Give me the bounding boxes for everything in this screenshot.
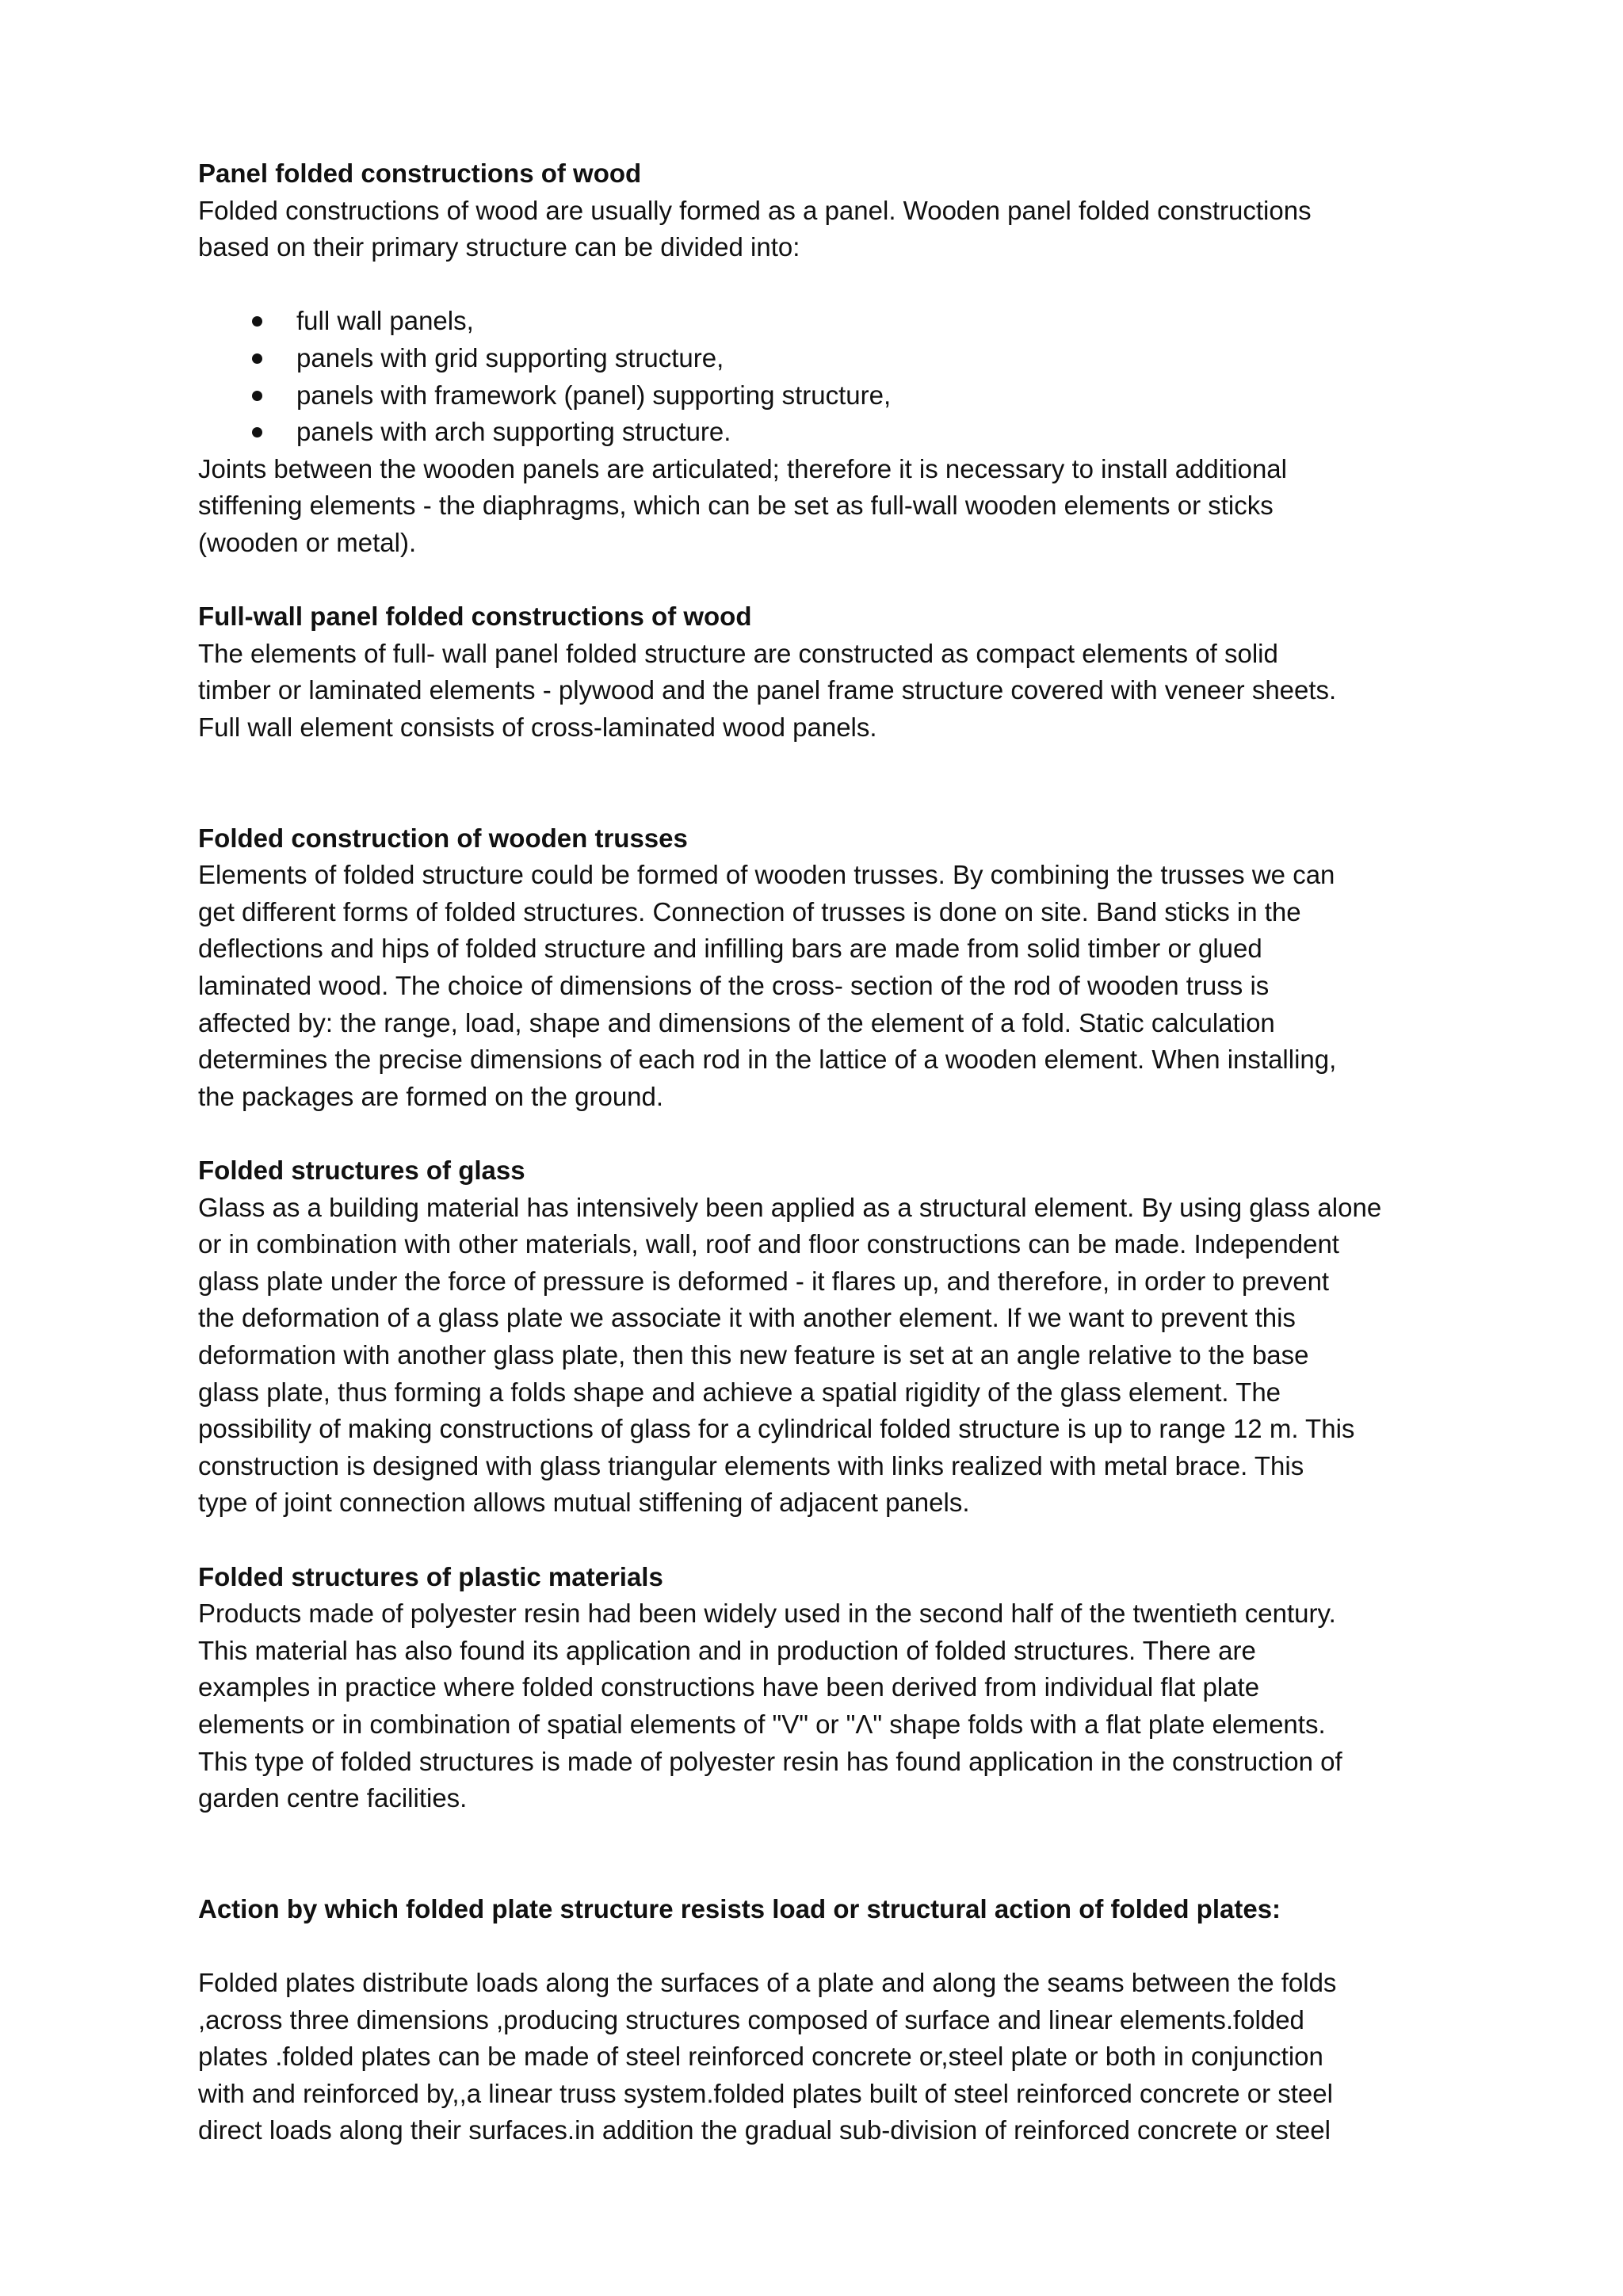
- paragraph-line: examples in practice where folded constructions have been derived from individual flat plate: [198, 1672, 1260, 1702]
- paragraph-line: deformation with another glass plate, then this new feature is set at an angle relative to the base: [198, 1340, 1309, 1370]
- paragraph-line: This material has also found its application and in production of folded structures. There are: [198, 1635, 1256, 1665]
- paragraph-line: type of joint connection allows mutual stiffening of adjacent panels.: [198, 1488, 970, 1518]
- paragraph-line: Folded plates distribute loads along the surfaces of a plate and along the seams between the folds: [198, 1968, 1337, 1998]
- paragraph-line: direct loads along their surfaces.in addition the gradual sub-division of reinforced concrete or steel: [198, 2115, 1331, 2145]
- section-heading-panel-folded-wood: Panel folded constructions of wood: [198, 159, 642, 188]
- paragraph-line: possibility of making constructions of glass for a cylindrical folded structure is up to range 12 m. This: [198, 1414, 1355, 1444]
- paragraph-line: determines the precise dimensions of each rod in the lattice of a wooden element. When installing,: [198, 1045, 1337, 1075]
- document-page: [198, 155, 1434, 2149]
- list-item: [198, 340, 1434, 377]
- paragraph-line: The elements of full- wall panel folded structure are constructed as compact elements of solid: [198, 638, 1278, 668]
- spacer: [198, 1817, 1434, 1891]
- spacer: [198, 747, 1434, 820]
- bullet-icon: [252, 316, 262, 327]
- section-heading-glass: Folded structures of glass: [198, 1156, 525, 1186]
- section-heading-plastic: Folded structures of plastic materials: [198, 1561, 663, 1591]
- bullet-icon: [252, 427, 262, 437]
- panel-types-list: [198, 303, 1434, 450]
- paragraph-line: the packages are formed on the ground.: [198, 1081, 664, 1111]
- paragraph-line: get different forms of folded structures. Connection of trusses is done on site. Band sticks in the: [198, 896, 1301, 926]
- paragraph-line: deflections and hips of folded structure and infilling bars are made from solid timber or glued: [198, 934, 1262, 964]
- paragraph-line: stiffening elements - the diaphragms, which can be set as full-wall wooden elements or sticks: [198, 491, 1274, 521]
- paragraph-line: Products made of polyester resin had been widely used in the second half of the twentieth century.: [198, 1599, 1336, 1629]
- section-heading-structural-action: Action by which folded plate structure resists load or structural action of folded plates:: [198, 1893, 1281, 1924]
- bullet-icon: [252, 391, 262, 401]
- paragraph-line: affected by: the range, load, shape and dimensions of the element of a fold. Static calculation: [198, 1007, 1275, 1037]
- paragraph-line: plates .folded plates can be made of steel reinforced concrete or,steel plate or both in conjunction: [198, 2042, 1323, 2072]
- paragraph-line: based on their primary structure can be divided into:: [198, 232, 800, 262]
- paragraph-line: Full wall element consists of cross-laminated wood panels.: [198, 712, 877, 742]
- spacer: [198, 1115, 1434, 1152]
- paragraph-line: the deformation of a glass plate we associate it with another element. If we want to prevent this: [198, 1303, 1296, 1333]
- paragraph-line: timber or laminated elements - plywood and the panel frame structure covered with veneer sheets.: [198, 675, 1337, 705]
- paragraph-line: construction is designed with glass triangular elements with links realized with metal brace. This: [198, 1450, 1304, 1480]
- spacer: [198, 562, 1434, 599]
- paragraph-line: Elements of folded structure could be formed of wooden trusses. By combining the trusses we can: [198, 860, 1335, 890]
- spacer: [198, 1928, 1434, 1966]
- section-heading-wooden-trusses: Folded construction of wooden trusses: [198, 823, 688, 853]
- list-item: [198, 414, 1434, 451]
- list-item-text: panels with grid supporting structure,: [296, 342, 724, 372]
- paragraph-line: Folded constructions of wood are usually formed as a panel. Wooden panel folded constructions: [198, 195, 1312, 225]
- paragraph-line: glass plate, thus forming a folds shape and achieve a spatial rigidity of the glass element. The: [198, 1377, 1281, 1407]
- spacer: [198, 1522, 1434, 1559]
- bullet-icon: [252, 353, 262, 364]
- paragraph-line: Joints between the wooden panels are articulated; therefore it is necessary to install additional: [198, 453, 1287, 483]
- paragraph-line: elements or in combination of spatial elements of "V" or "Λ" shape folds with a flat plate elements.: [198, 1709, 1326, 1739]
- paragraph-line: glass plate under the force of pressure is deformed - it flares up, and therefore, in order to prevent: [198, 1266, 1330, 1296]
- paragraph-line: with and reinforced by,,a linear truss system.folded plates built of steel reinforced concrete or steel: [198, 2078, 1333, 2108]
- list-item-text: panels with arch supporting structure.: [296, 417, 731, 447]
- list-item: [198, 377, 1434, 415]
- paragraph-line: garden centre facilities.: [198, 1783, 468, 1813]
- list-item-text: panels with framework (panel) supporting structure,: [296, 380, 892, 410]
- section-heading-full-wall-panel: Full-wall panel folded constructions of wood: [198, 602, 752, 632]
- paragraph-line: (wooden or metal).: [198, 527, 417, 557]
- paragraph-line: This type of folded structures is made of polyester resin has found application in the construction of: [198, 1746, 1342, 1776]
- list-item-text: full wall panels,: [296, 306, 474, 336]
- paragraph-line: laminated wood. The choice of dimensions of the cross- section of the rod of wooden truss is: [198, 971, 1270, 1001]
- paragraph-line: ,across three dimensions ,producing structures composed of surface and linear elements.folded: [198, 2004, 1304, 2034]
- paragraph-line: or in combination with other materials, wall, roof and floor constructions can be made. Independent: [198, 1229, 1339, 1259]
- paragraph-line: Glass as a building material has intensively been applied as a structural element. By using glass alone: [198, 1192, 1382, 1222]
- list-item: [198, 303, 1434, 340]
